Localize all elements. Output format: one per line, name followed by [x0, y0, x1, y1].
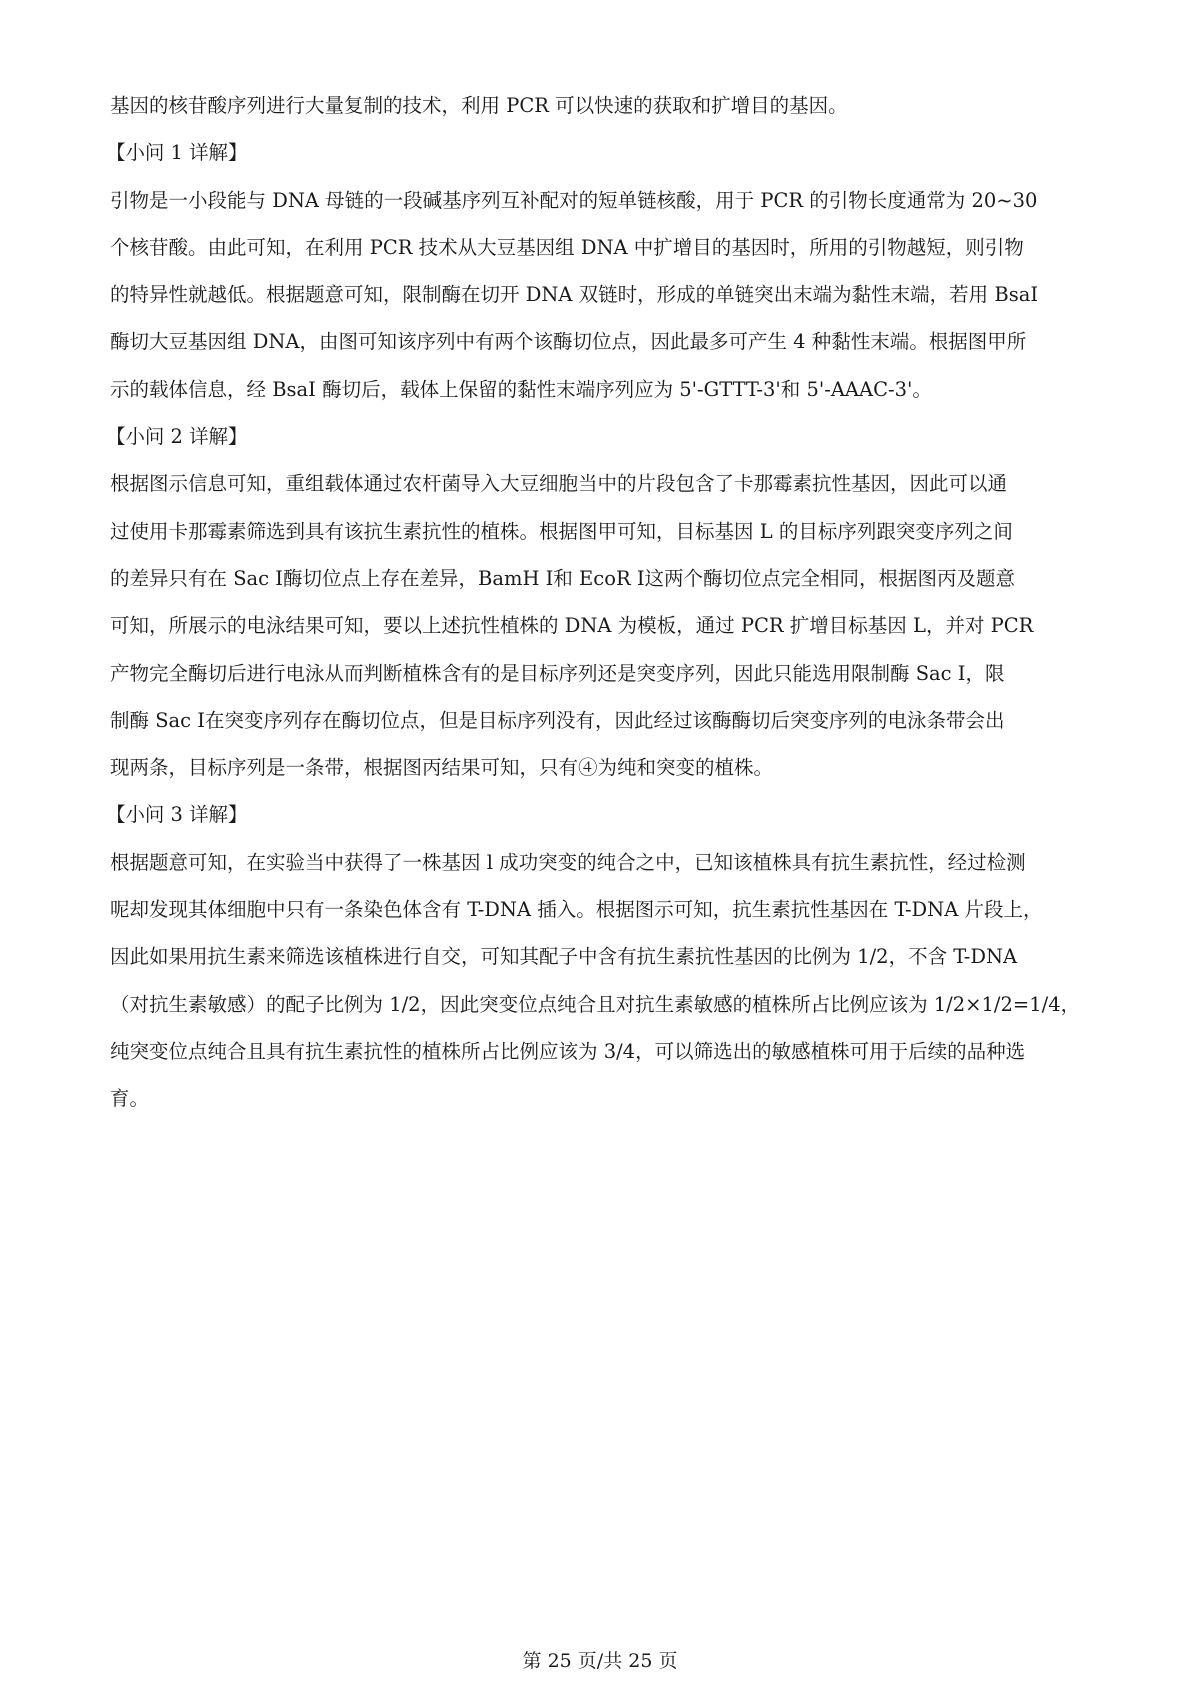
text-line: 制酶 Sac Ⅰ在突变序列存在酶切位点，但是目标序列没有，因此经过该酶酶切后突变序列的电泳条带会出	[110, 708, 1005, 732]
text-line: 育。	[110, 1087, 150, 1111]
text-line: 引物是一小段能与 DNA 母链的一段碱基序列互补配对的短单链核酸，用于 PCR 的引物长度通常为 20~30	[110, 188, 1038, 212]
document-body	[106, 94, 1100, 1135]
text-line: 根据题意可知，在实验当中获得了一株基因 l 成功突变的纯合之中，已知该植株具有抗生素抗性，经过检测	[110, 850, 1026, 874]
text-line: 示的载体信息，经 BsaI 酶切后，载体上保留的黏性末端序列应为 5'-GTTT-3'和 5'-AAAC-3'。	[110, 377, 932, 401]
section-heading-q3: 【小问 3 详解】	[106, 803, 248, 827]
text-line: 可知，所展示的电泳结果可知，要以上述抗性植株的 DNA 为模板，通过 PCR 扩增目标基因 L，并对 PCR	[110, 614, 1034, 638]
section-heading-q1: 【小问 1 详解】	[106, 141, 248, 165]
text-line: 个核苷酸。由此可知，在利用 PCR 技术从大豆基因组 DNA 中扩增目的基因时，所用的引物越短，则引物	[110, 235, 1024, 259]
text-line: 基因的核苷酸序列进行大量复制的技术，利用 PCR 可以快速的获取和扩增目的基因。	[110, 94, 848, 117]
section-heading-q2: 【小问 2 详解】	[106, 425, 248, 449]
text-line: 的特异性就越低。根据题意可知，限制酶在切开 DNA 双链时，形成的单链突出末端为黏性末端，若用 BsaI	[110, 283, 1039, 307]
text-line: 现两条，目标序列是一条带，根据图丙结果可知，只有④为纯和突变的植株。	[110, 756, 774, 780]
text-line: 酶切大豆基因组 DNA，由图可知该序列中有两个该酶切位点，因此最多可产生 4 种黏性末端。根据图甲所	[110, 330, 1027, 354]
text-line: （对抗生素敏感）的配子比例为 1/2，因此突变位点纯合且对抗生素敏感的植株所占比例应该为 1/2×1/2=1/4，	[110, 992, 1081, 1016]
text-line: 过使用卡那霉素筛选到具有该抗生素抗性的植株。根据图甲可知，目标基因 L 的目标序列跟突变序列之间	[110, 519, 1013, 543]
text-line: 因此如果用抗生素来筛选该植株进行自交，可知其配子中含有抗生素抗性基因的比例为 1/2，不含 T-DNA	[110, 945, 1018, 969]
text-line: 呢却发现其体细胞中只有一条染色体含有 T-DNA 插入。根据图示可知，抗生素抗性基因在 T-DNA 片段上，	[110, 898, 1043, 922]
text-line: 根据图示信息可知，重组载体通过农杆菌导入大豆细胞当中的片段包含了卡那霉素抗性基因，因此可以通	[110, 472, 1008, 496]
text-line: 产物完全酶切后进行电泳从而判断植株含有的是目标序列还是突变序列，因此只能选用限制酶 Sac Ⅰ，限	[110, 661, 1005, 685]
page-number: 第 25 页/共 25 页	[522, 1650, 678, 1672]
text-line: 的差异只有在 Sac Ⅰ酶切位点上存在差异，BamH Ⅰ和 EcoR Ⅰ这两个酶切位点完全相同，根据图丙及题意	[110, 566, 1016, 590]
text-line: 纯突变位点纯合且具有抗生素抗性的植株所占比例应该为 3/4，可以筛选出的敏感植株可用于后续的品种选	[110, 1039, 1026, 1063]
